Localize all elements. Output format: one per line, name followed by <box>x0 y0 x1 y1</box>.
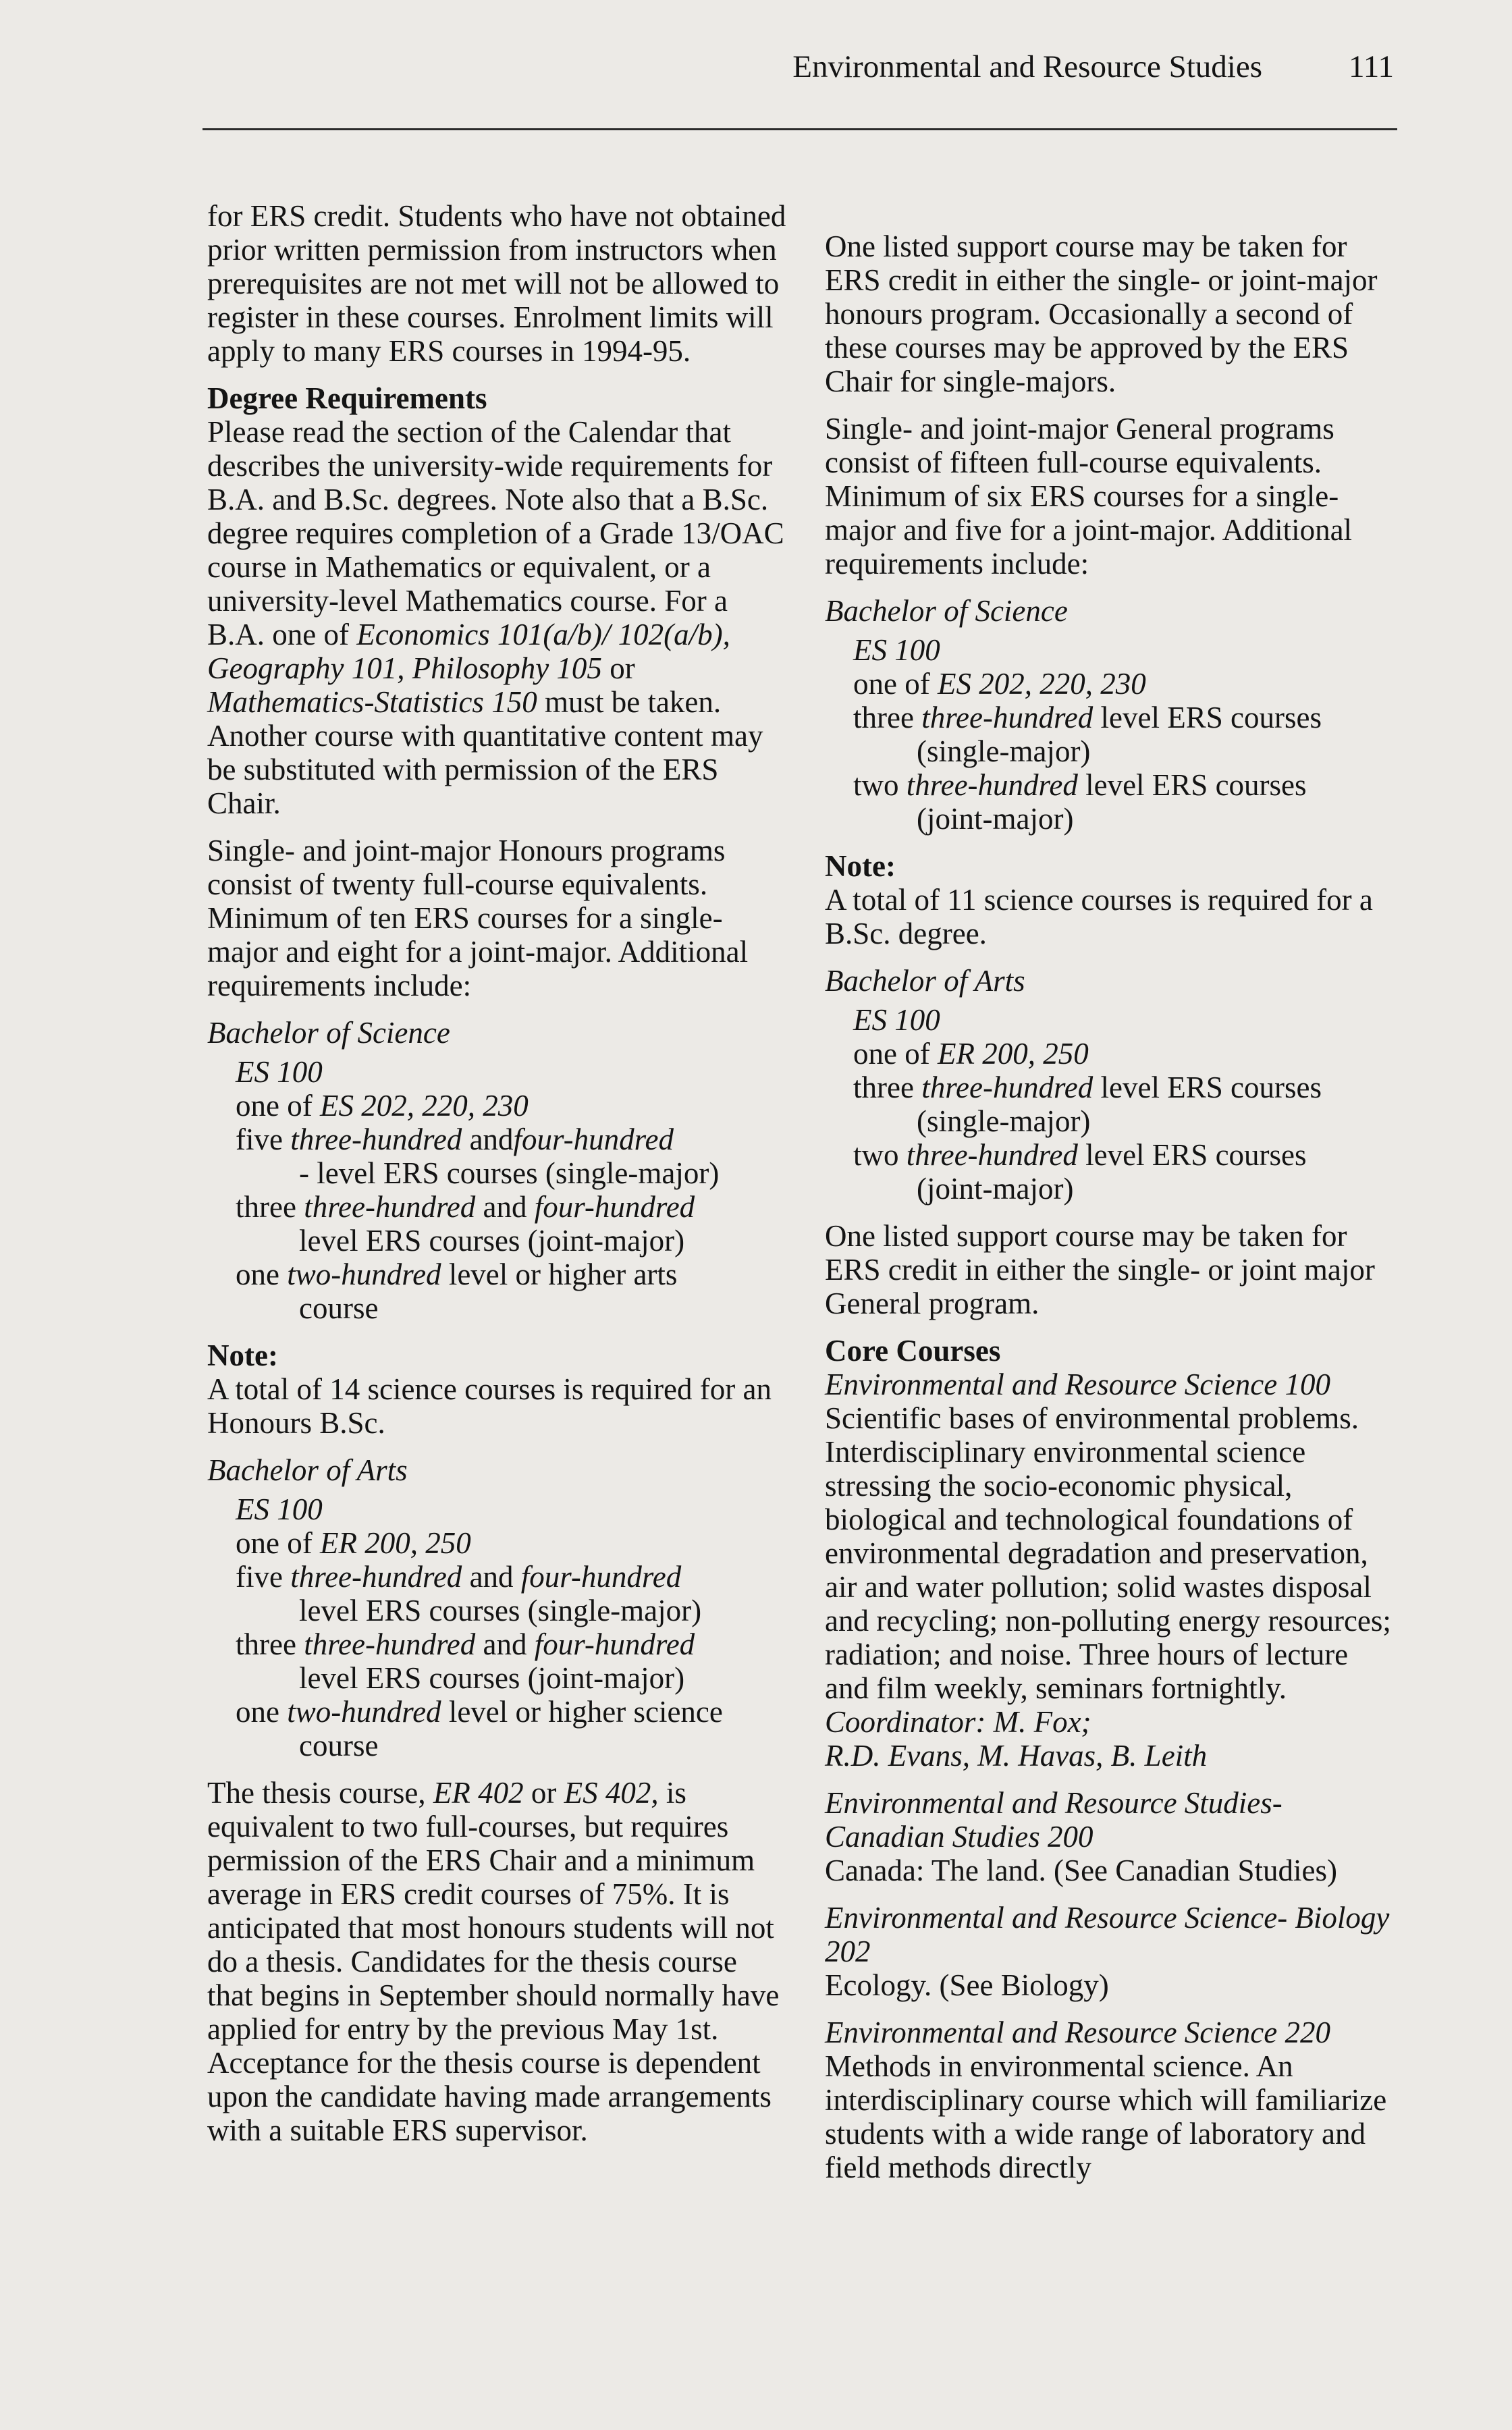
honours-paragraph: Single- and joint-major Honours programs consist of twenty full-course equivalents. Minimum of ten ERS courses for a single-major and eight for a joint-major. Additional requirements include: <box>207 834 749 1002</box>
thesis-paragraph: The thesis course, ER 402 or ES 402, is equivalent to two full-courses, but requires permission of the ERS Chair and a minimum average in ERS credit courses of 75%. It is anticipated that most honours students will not do a thesis. Candidates for the thesis course that begins in September should normally have applied for entry by the previous May 1st. Acceptance for the thesis course is dependent upon the candidate having made arrangements with a suitable ERS supervisor. <box>207 1776 780 2147</box>
requirement-item: three three-hundred and four-hundred <box>236 1627 695 1661</box>
note-heading: Note: <box>207 1339 278 1372</box>
requirement-item: two three-hundred level ERS courses <box>853 1138 1307 1172</box>
note-heading: Note: <box>825 849 896 883</box>
requirement-item-continued: course <box>299 1291 379 1325</box>
requirement-item: three three-hundred level ERS courses <box>853 701 1322 734</box>
course-title: Environmental and Resource Studies- Canadian Studies 200 <box>825 1786 1282 1854</box>
page-number: 111 <box>1348 49 1394 84</box>
left-column <box>207 199 788 2161</box>
requirement-item-continued: level ERS courses (joint-major) <box>299 1224 685 1258</box>
requirement-item: one of ES 202, 220, 230 <box>236 1089 529 1123</box>
requirement-item-continued: course <box>299 1729 379 1762</box>
requirement-item: five three-hundred andfour-hundred <box>236 1123 674 1156</box>
requirement-item: three three-hundred level ERS courses <box>853 1071 1322 1104</box>
requirement-item-continued: level ERS courses (joint-major) <box>299 1661 685 1695</box>
course-title: Environmental and Resource Science- Biology 202 <box>825 1901 1390 1968</box>
course-entry <box>825 1786 1399 1887</box>
honours-bsc-requirements <box>207 1016 788 1325</box>
course-entry <box>825 2016 1399 2184</box>
course-instructors: R.D. Evans, M. Havas, B. Leith <box>825 1739 1208 1773</box>
course-description: Methods in environmental science. An interdisciplinary course which will familiarize students with a wide range of laboratory and field methods directly <box>825 2049 1387 2184</box>
requirement-item: five three-hundred and four-hundred <box>236 1560 682 1594</box>
intro-paragraph: for ERS credit. Students who have not obtained prior written permission from instructors when prerequisites are not met will not be allowed to register in these courses. Enrolment limits will apply to many ERS courses in 1994-95. <box>207 199 786 368</box>
requirement-item: one of ER 200, 250 <box>236 1526 471 1560</box>
requirement-item: one two-hundred level or higher science <box>236 1695 723 1729</box>
ba-heading: Bachelor of Arts <box>207 1453 408 1487</box>
support-general-paragraph: One listed support course may be taken for ERS credit in either the single- or joint major General program. <box>825 1219 1375 1320</box>
requirement-item-continued: level ERS courses (single-major) <box>299 1594 702 1627</box>
requirement-item-continued: (single-major) <box>917 1104 1091 1138</box>
degree-requirements-paragraph: Please read the section of the Calendar that describes the university-wide requirements for B.A. and B.Sc. degrees. Note also that a B.Sc. degree requires completion of a Grade 13/OAC course in Mathematics or equivalent, or a university-level Mathematics course. For a B.A. one of Economics 101(a/b)/ 102(a/b), Geography 101, Philosophy 105 or Mathematics-Statistics 150 must be taken. Another course with quantitative content may be substituted with permission of the ERS Chair. <box>207 415 784 820</box>
general-programs-paragraph: Single- and joint-major General programs consist of fifteen full-course equivalents. Minimum of six ERS courses for a single-major and five for a joint-major. Additional requirements include: <box>825 412 1353 580</box>
course-description: Scientific bases of environmental problems. Interdisciplinary environmental science stressing the socio-economic physical, biological and technological foundations of environmental degradation and preservation, air and water pollution; solid wastes disposal and recycling; non-polluting energy resources; radiation; and noise. Three hours of lecture and film weekly, seminars fortnightly. <box>825 1401 1391 1705</box>
requirement-item: one of ES 202, 220, 230 <box>853 667 1146 701</box>
requirement-item: ES 100 <box>853 633 940 667</box>
requirement-item-continued: - level ERS courses (single-major) <box>299 1156 720 1190</box>
course-entry <box>825 1901 1399 2002</box>
requirement-item-continued: (joint-major) <box>917 1172 1074 1206</box>
general-bsc-requirements <box>825 594 1399 836</box>
course-coordinator: Coordinator: M. Fox; <box>825 1705 1091 1739</box>
requirement-item: one of ER 200, 250 <box>853 1037 1089 1071</box>
requirement-item-continued: (single-major) <box>917 734 1091 768</box>
course-entry <box>825 1368 1399 1773</box>
general-ba-requirements <box>825 964 1399 1206</box>
note-text: A total of 11 science courses is required for a B.Sc. degree. <box>825 883 1373 950</box>
support-course-paragraph: One listed support course may be taken for ERS credit in either the single- or joint-major honours program. Occasionally a second of these courses may be approved by the ERS Chair for single-majors. <box>825 230 1378 398</box>
requirement-item-continued: (joint-major) <box>917 802 1074 836</box>
course-title: Environmental and Resource Science 100 <box>825 1368 1330 1401</box>
requirement-item: one two-hundred level or higher arts <box>236 1258 678 1291</box>
course-description: Ecology. (See Biology) <box>825 1968 1109 2002</box>
header-rule <box>202 128 1397 130</box>
course-description: Canada: The land. (See Canadian Studies) <box>825 1854 1337 1887</box>
ba-math-courses: Economics 101(a/b)/ 102(a/b), Geography 101, Philosophy 105 <box>207 618 730 685</box>
degree-requirements-heading: Degree Requirements <box>207 381 487 415</box>
requirement-item: ES 100 <box>236 1492 323 1526</box>
running-header <box>202 49 1394 89</box>
running-title: Environmental and Resource Studies <box>792 49 1262 84</box>
core-courses-heading: Core Courses <box>825 1334 1001 1368</box>
bsc-heading: Bachelor of Science <box>825 594 1068 628</box>
requirement-item: ES 100 <box>853 1003 940 1037</box>
course-title: Environmental and Resource Science 220 <box>825 2016 1330 2049</box>
ba-heading: Bachelor of Arts <box>825 964 1025 998</box>
note-text: A total of 14 science courses is required for an Honours B.Sc. <box>207 1372 772 1440</box>
math-stats-course: Mathematics-Statistics 150 <box>207 685 537 719</box>
bsc-heading: Bachelor of Science <box>207 1016 450 1050</box>
requirement-item: three three-hundred and four-hundred <box>236 1190 695 1224</box>
requirement-item: two three-hundred level ERS courses <box>853 768 1307 802</box>
right-column <box>825 199 1399 2198</box>
honours-ba-requirements <box>207 1453 788 1762</box>
requirement-item: ES 100 <box>236 1055 323 1089</box>
